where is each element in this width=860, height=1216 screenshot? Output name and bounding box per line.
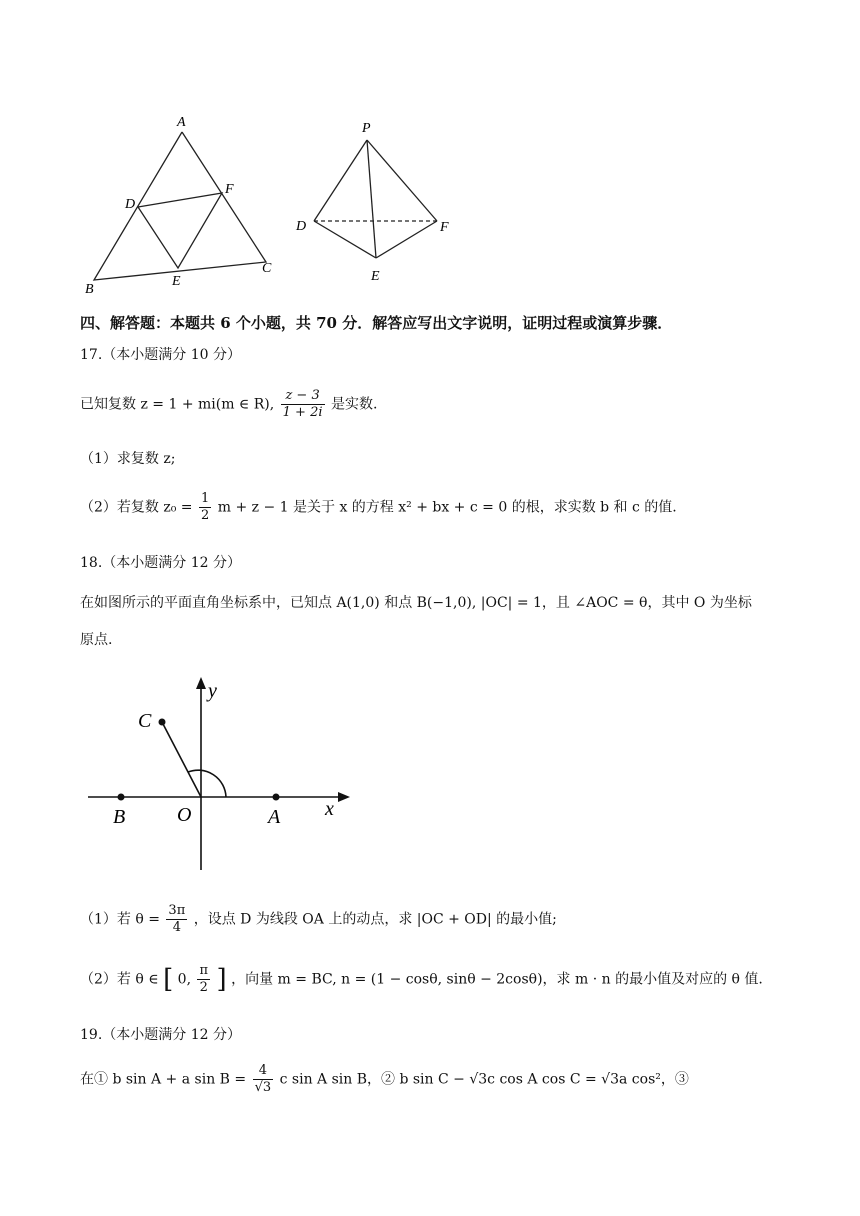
label-A: A — [268, 806, 281, 828]
q19-stem-b: c sin A sin B，② b sin C − √3c cos A cos C = √3a cos²，③ — [279, 1071, 689, 1088]
q18-p2-b: ，向量 m = BC, n = (1 − cosθ, sinθ − 2cosθ)，求 m · n 的最小值及对应的 θ 值. — [231, 971, 763, 988]
label-C: C — [262, 261, 272, 276]
triangle-figure — [80, 110, 290, 300]
q18-p1-fraction — [166, 903, 187, 936]
q18-part1 — [80, 903, 557, 936]
q19-header: 19.（本小题满分 12 分） — [80, 1027, 241, 1043]
q19-stem — [80, 1063, 689, 1096]
label-B: B — [113, 806, 126, 828]
q18-p1-den: 4 — [172, 920, 181, 935]
label-x: x — [325, 798, 334, 820]
q18-p2-num: π — [199, 963, 209, 978]
q18-p2-den: 2 — [199, 980, 208, 995]
q18-part2 — [80, 963, 763, 996]
q18-p1-a: （1）若 θ = — [80, 911, 160, 928]
q19-fraction — [253, 1063, 274, 1096]
q18-p1-num: 3π — [168, 903, 186, 918]
q18-stem-line2: 原点. — [80, 632, 113, 648]
label-C: C — [138, 710, 152, 732]
label-D: D — [125, 197, 136, 212]
label-E: E — [371, 269, 380, 284]
label-B: B — [85, 282, 94, 297]
tetrahedron-figure — [290, 115, 460, 290]
q19-stem-a: 在① b sin A + a sin B = — [80, 1071, 247, 1088]
q18-p2-right-bracket: ] — [216, 964, 227, 995]
q17-header: 17.（本小题满分 10 分） — [80, 347, 241, 363]
q19-frac-num: 4 — [253, 1063, 274, 1080]
q17-part1: （1）求复数 z; — [80, 451, 176, 467]
label-A: A — [177, 115, 186, 130]
label-y: y — [208, 680, 217, 702]
q17-part2 — [80, 491, 677, 524]
q17-p2-num: 1 — [200, 491, 210, 506]
q17-p2-b: m + z − 1 是关于 x 的方程 x² + bx + c = 0 的根，求实数 b 和 c 的值. — [217, 499, 677, 516]
q17-fraction — [281, 388, 325, 421]
q18-p2-interval-start: 0, — [177, 971, 192, 988]
q17-stem — [80, 388, 377, 421]
q17-stem-b: 是实数. — [330, 396, 378, 413]
q18-stem-line1: 在如图所示的平面直角坐标系中，已知点 A(1,0) 和点 B(−1,0), |OC| = 1，且 ∠AOC = θ，其中 O 为坐标 — [80, 595, 752, 611]
label-F: F — [440, 220, 449, 235]
q17-frac-den: 1 + 2i — [282, 405, 323, 420]
label-F: F — [225, 182, 234, 197]
q18-p2-fraction — [197, 963, 210, 996]
q17-p2-fraction — [199, 491, 211, 524]
q19-frac-den: √3 — [254, 1080, 272, 1095]
q17-p2-a: （2）若复数 z₀ = — [80, 499, 193, 516]
q18-p1-b: ，设点 D 为线段 OA 上的动点，求 |OC + OD| 的最小值; — [193, 911, 557, 928]
label-D: D — [296, 219, 307, 234]
label-E: E — [172, 274, 181, 289]
coordinate-figure — [80, 675, 360, 875]
q18-header: 18.（本小题满分 12 分） — [80, 555, 241, 571]
q17-frac-num: z − 3 — [281, 388, 325, 405]
q17-stem-a: 已知复数 z = 1 + mi(m ∈ R), — [80, 396, 275, 413]
q18-p2-a: （2）若 θ ∈ — [80, 971, 159, 988]
label-O: O — [177, 804, 192, 826]
q18-p2-left-bracket: [ — [163, 964, 174, 995]
section-heading: 四、解答题：本题共 6 个小题，共 70 分．解答应写出文字说明，证明过程或演算步骤． — [80, 314, 673, 332]
label-P: P — [362, 121, 371, 136]
q17-p2-den: 2 — [200, 508, 210, 523]
